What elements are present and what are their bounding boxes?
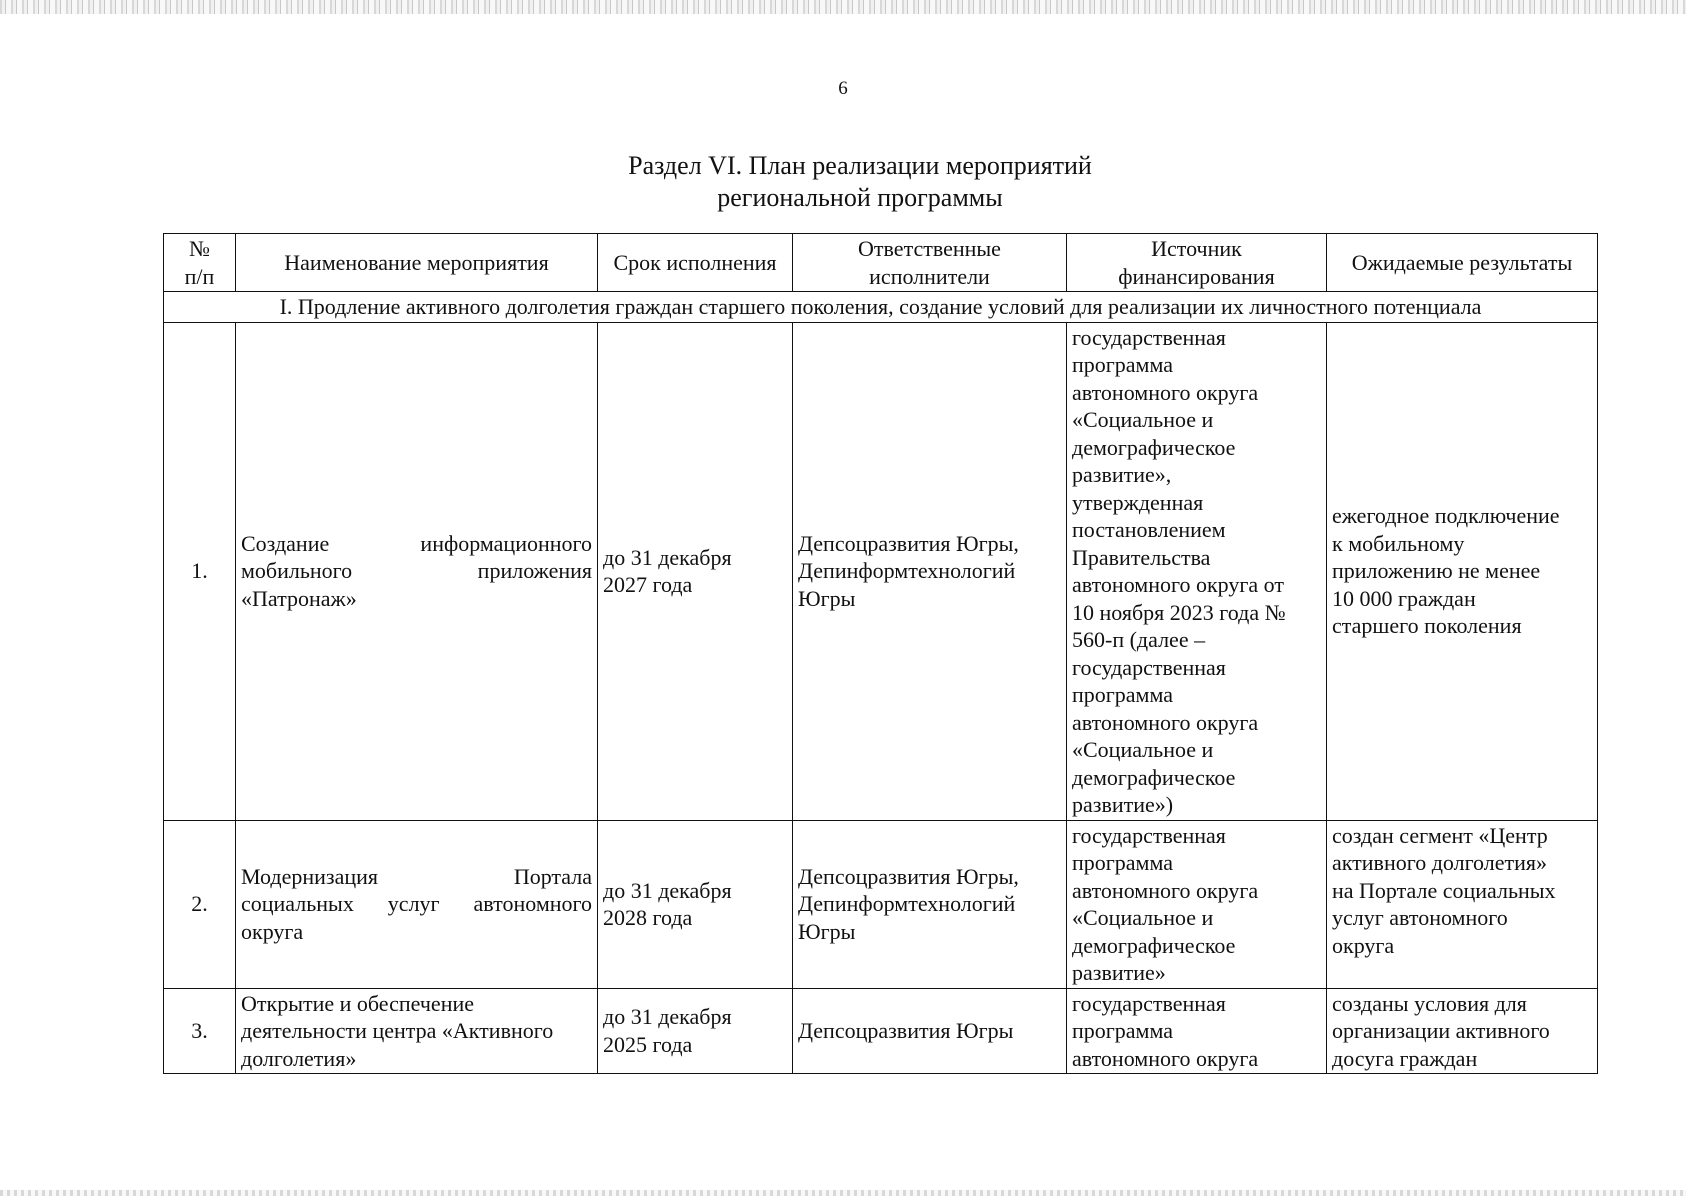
row-name-line: мобильного приложения <box>241 558 592 584</box>
row-deadline-line: до 31 декабря <box>603 544 732 570</box>
row-deadline <box>598 988 793 1074</box>
row-name-line: «Патронаж» <box>241 585 357 611</box>
row-results-line: ежегодное подключение <box>1332 503 1560 529</box>
row-source-line: государственная <box>1072 822 1226 848</box>
row-responsible-line: Депсоцразвития Югры, <box>798 530 1019 556</box>
row-deadline-line: 2025 года <box>603 1031 693 1057</box>
row-results-line: создан сегмент «Центр <box>1332 822 1548 848</box>
row-results-line: активного долголетия» <box>1332 850 1548 875</box>
row-num: 3. <box>164 988 236 1074</box>
page-title <box>560 150 1160 214</box>
row-source-line: «Социальное и <box>1072 737 1214 762</box>
row-name <box>236 988 598 1074</box>
row-responsible <box>793 988 1067 1074</box>
header-results: Ожидаемые результаты <box>1327 234 1598 292</box>
plan-table <box>163 233 1598 1074</box>
row-results-line: организации активного <box>1332 1018 1550 1043</box>
row-responsible-line: Депсоцразвития Югры <box>798 1018 1014 1043</box>
title-line-2: региональной программы <box>717 183 1003 212</box>
row-deadline-line: 2027 года <box>603 572 693 597</box>
header-source <box>1067 234 1327 292</box>
row-results-line: на Портале социальных <box>1332 877 1556 903</box>
row-source-line: демографическое <box>1072 932 1236 958</box>
row-results-line: округа <box>1332 932 1395 958</box>
row-results-line: созданы условия для <box>1332 990 1527 1016</box>
row-results-line: старшего поколения <box>1332 613 1522 639</box>
row-source <box>1067 988 1327 1074</box>
row-name-line: социальных услуг автономного <box>241 891 592 917</box>
row-source-line: 10 ноября 2023 года № <box>1072 599 1286 625</box>
row-source-line: 560-п (далее – <box>1072 627 1206 652</box>
row-name-line: Открытие и обеспечение <box>241 990 475 1016</box>
row-source-line: постановлением <box>1072 517 1226 542</box>
row-responsible-line: Югры <box>798 918 856 944</box>
row-deadline-line: 2028 года <box>603 905 693 930</box>
row-responsible <box>793 322 1067 820</box>
row-results-line: услуг автономного <box>1332 905 1508 930</box>
header-responsible <box>793 234 1067 292</box>
row-source-line: развитие», <box>1072 462 1172 487</box>
scan-edge-top <box>0 0 1686 14</box>
row-name-line: деятельности центра «Активного <box>241 1018 554 1043</box>
row-deadline-line: до 31 декабря <box>603 1004 732 1030</box>
row-deadline-line: до 31 декабря <box>603 877 732 903</box>
row-source-line: развитие» <box>1072 960 1166 985</box>
row-responsible-line: Югры <box>798 585 856 611</box>
row-results-line: 10 000 граждан <box>1332 585 1476 611</box>
row-results-line: к мобильному <box>1332 530 1465 556</box>
row-source <box>1067 322 1327 820</box>
header-source-line: финансирования <box>1118 263 1275 289</box>
table-row <box>164 988 1598 1074</box>
page-number: 6 <box>838 78 848 99</box>
row-responsible <box>793 820 1067 988</box>
row-responsible-line: Депинформтехнологий <box>798 891 1016 917</box>
row-source-line: программа <box>1072 352 1174 377</box>
header-num-line: № <box>189 236 210 261</box>
row-source-line: государственная <box>1072 654 1226 680</box>
row-source-line: автономного округа <box>1072 709 1259 735</box>
table-row <box>164 820 1598 988</box>
row-responsible-line: Депинформтехнологий <box>798 558 1016 584</box>
row-name-line: округа <box>241 918 304 944</box>
row-source-line: демографическое <box>1072 434 1236 460</box>
title-line-1: Раздел VI. План реализации мероприятий <box>628 151 1092 180</box>
row-name-line: Модернизация Портала <box>241 863 592 889</box>
section-row <box>164 292 1598 323</box>
row-source-line: автономного округа <box>1072 379 1259 405</box>
row-deadline <box>598 820 793 988</box>
row-results-line: досуга граждан <box>1332 1045 1478 1071</box>
row-source-line: Правительства <box>1072 544 1211 570</box>
row-results <box>1327 820 1598 988</box>
scan-edge-bottom <box>0 1190 1686 1196</box>
row-source-line: программа <box>1072 850 1174 875</box>
row-source-line: программа <box>1072 1018 1174 1043</box>
row-source-line: программа <box>1072 682 1174 707</box>
row-responsible-line: Депсоцразвития Югры, <box>798 863 1019 889</box>
header-responsible-line: Ответственные <box>858 236 1001 261</box>
row-name <box>236 322 598 820</box>
table-header-row <box>164 234 1598 292</box>
section-title: I. Продление активного долголетия граждан старшего поколения, создание условий для реализации их личностного потенциала <box>164 292 1598 323</box>
row-source <box>1067 820 1327 988</box>
row-deadline <box>598 322 793 820</box>
row-num: 2. <box>164 820 236 988</box>
row-source-line: государственная <box>1072 990 1226 1016</box>
table-row <box>164 322 1598 820</box>
row-source-line: «Социальное и <box>1072 407 1214 432</box>
row-source-line: автономного округа <box>1072 877 1259 903</box>
row-name <box>236 820 598 988</box>
row-source-line: государственная <box>1072 324 1226 350</box>
header-num-line: п/п <box>184 263 215 289</box>
header-responsible-line: исполнители <box>869 263 990 289</box>
row-num: 1. <box>164 322 236 820</box>
row-source-line: развитие») <box>1072 792 1174 817</box>
header-deadline: Срок исполнения <box>598 234 793 292</box>
row-source-line: демографическое <box>1072 764 1236 790</box>
header-name: Наименование мероприятия <box>236 234 598 292</box>
header-num <box>164 234 236 292</box>
row-source-line: «Социальное и <box>1072 905 1214 930</box>
row-results-line: приложению не менее <box>1332 558 1541 584</box>
row-results <box>1327 988 1598 1074</box>
row-name-line: долголетия» <box>241 1045 357 1071</box>
row-results <box>1327 322 1598 820</box>
row-source-line: автономного округа от <box>1072 572 1284 597</box>
row-name-line: Создание информационного <box>241 530 592 556</box>
row-source-line: утвержденная <box>1072 489 1204 515</box>
header-source-line: Источник <box>1151 236 1242 261</box>
row-source-line: автономного округа <box>1072 1045 1259 1071</box>
